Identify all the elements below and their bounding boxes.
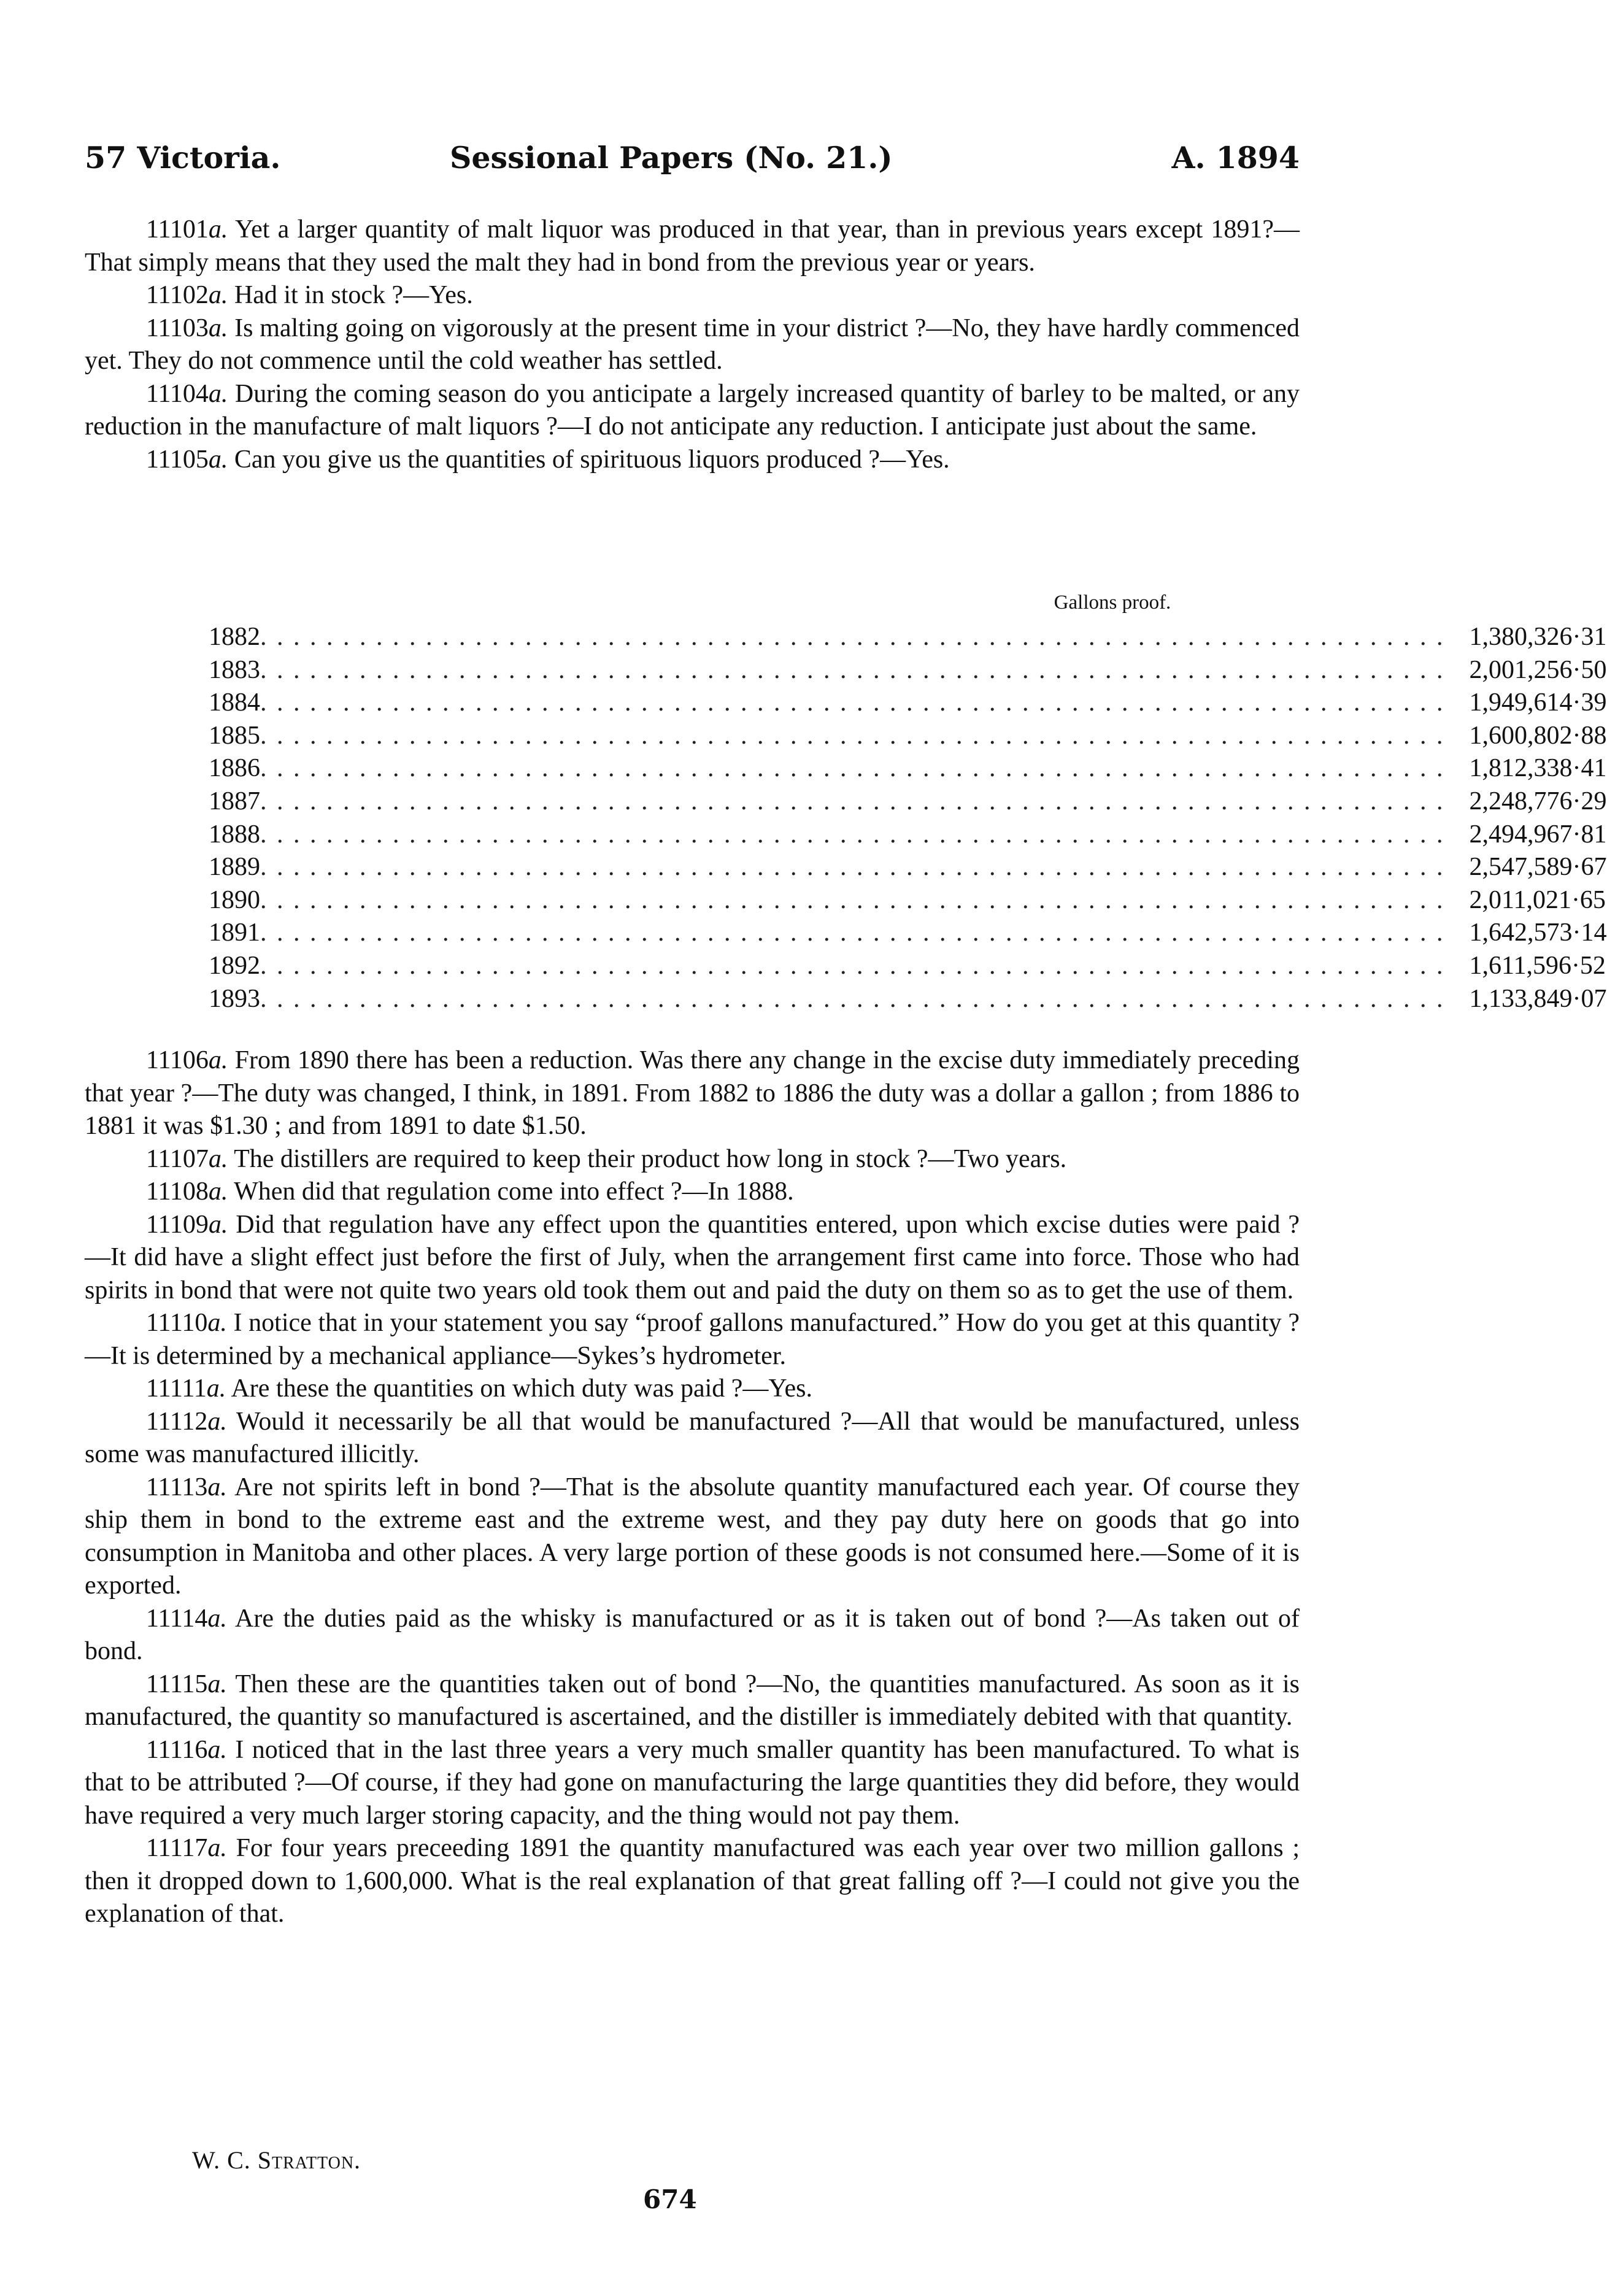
table-row [209, 851, 1607, 884]
leader-dots: . . . . . . . . . . . . . . . . . . . . . . . . . . . . . . . . . . . . . . . . . . . . . . . . . . . . . . . . . . . . . . . . . . . . . . . . [260, 787, 1445, 815]
question-paragraph: 11105a. Can you give us the quantities of spirituous liquors produced ?—Yes. [146, 445, 950, 474]
leader-dots: . . . . . . . . . . . . . . . . . . . . . . . . . . . . . . . . . . . . . . . . . . . . . . . . . . . . . . . . . . . . . . . . . . . . . . . . [260, 951, 1445, 980]
leader-dots: . . . . . . . . . . . . . . . . . . . . . . . . . . . . . . . . . . . . . . . . . . . . . . . . . . . . . . . . . . . . . . . . . . . . . . . . [260, 688, 1445, 717]
question-paragraph: 11113a. Are not spirits left in bond ?—That is the absolute quantity manufactured each year. Of course they ship them in bond to the extreme east and the extreme west, and they pay duty here on goods that go into consumption in Manitoba and other places. A very large portion of these goods is not consumed here.—Some of it is exported. [85, 1473, 1300, 1600]
leader-dots: . . . . . . . . . . . . . . . . . . . . . . . . . . . . . . . . . . . . . . . . . . . . . . . . . . . . . . . . . . . . . . . . . . . . . . . . [260, 919, 1445, 947]
table-row [209, 687, 1607, 720]
row-value: 1,600,802·88 [1469, 721, 1607, 750]
question-paragraph: 11115a. Then these are the quantities taken out of bond ?—No, the quantities manufactured. As soon as it is manufactured, the quantity so manufactured is ascertained, and the distiller is immediately debited with that quantity. [85, 1670, 1300, 1731]
signature-surname: Stratton. [257, 2146, 361, 2174]
page-number: 674 [643, 2184, 697, 2214]
table-row [209, 819, 1607, 852]
question-paragraph: 11110a. I notice that in your statement you say “proof gallons manufactured.” How do you get at this quantity ?—It is determined by a mechanical appliance—Sykes’s hydrometer. [85, 1309, 1300, 1370]
table-row [209, 720, 1607, 753]
row-year: 1890 [209, 885, 260, 914]
row-value: 2,547,589·67 [1469, 853, 1607, 882]
signature-initials: W. C. [192, 2146, 251, 2174]
table-column-header: Gallons proof. [1054, 591, 1171, 614]
header-volume: 57 Victoria. [85, 140, 281, 175]
leader-dots: . . . . . . . . . . . . . . . . . . . . . . . . . . . . . . . . . . . . . . . . . . . . . . . . . . . . . . . . . . . . . . . . . . . . . . . . [260, 885, 1445, 914]
row-value: 2,001,256·50 [1469, 655, 1607, 684]
question-paragraph: 11109a. Did that regulation have any effect upon the quantities entered, upon which excise duties were paid ?—It did have a slight effect just before the first of July, when the arrangement first came into force. Those who had spirits in bond that were not quite two years old took them out and paid the duty on them so as to get the use of them. [85, 1210, 1300, 1304]
table-row [209, 917, 1607, 950]
question-paragraph: 11117a. For four years preceeding 1891 the quantity manufactured was each year over two million gallons ; then it dropped down to 1,600,000. What is the real explanation of that great falling off ?—I could not give you the explanation of that. [85, 1834, 1300, 1928]
row-year: 1892 [209, 951, 260, 980]
row-value: 1,380,326·31 [1469, 623, 1607, 651]
table-row [209, 884, 1606, 917]
table-row [209, 654, 1607, 687]
header-year: A. 1894 [1171, 140, 1300, 175]
leader-dots: . . . . . . . . . . . . . . . . . . . . . . . . . . . . . . . . . . . . . . . . . . . . . . . . . . . . . . . . . . . . . . . . . . . . . . . . [260, 754, 1445, 783]
page [85, 0, 1607, 2296]
row-year: 1888 [209, 820, 260, 849]
row-year: 1891 [209, 919, 260, 947]
leader-dots: . . . . . . . . . . . . . . . . . . . . . . . . . . . . . . . . . . . . . . . . . . . . . . . . . . . . . . . . . . . . . . . . . . . . . . . . [260, 984, 1445, 1013]
row-year: 1893 [209, 984, 260, 1013]
leader-dots: . . . . . . . . . . . . . . . . . . . . . . . . . . . . . . . . . . . . . . . . . . . . . . . . . . . . . . . . . . . . . . . . . . . . . . . . [260, 623, 1445, 651]
question-paragraph: 11101a. Yet a larger quantity of malt liquor was produced in that year, than in previous years except 1891?—That simply means that they used the malt they had in bond from the previous year or years. [85, 215, 1300, 277]
question-paragraph: 11103a. Is malting going on vigorously at the present time in your district ?—No, they have hardly commenced yet. They do not commence until the cold weather has settled. [85, 314, 1300, 375]
question-paragraph: 11107a. The distillers are required to keep their product how long in stock ?—Two years. [146, 1144, 1067, 1173]
question-paragraph: 11106a. From 1890 there has been a reduction. Was there any change in the excise duty immediately preceding that year ?—The duty was changed, I think, in 1891. From 1882 to 1886 the duty was a dollar a gallon ; from 1886 to 1881 it was $1.30 ; and from 1891 to date $1.50. [85, 1046, 1300, 1140]
question-paragraph: 11102a. Had it in stock ?—Yes. [146, 281, 473, 309]
row-year: 1883 [209, 655, 260, 684]
leader-dots: . . . . . . . . . . . . . . . . . . . . . . . . . . . . . . . . . . . . . . . . . . . . . . . . . . . . . . . . . . . . . . . . . . . . . . . . [260, 721, 1445, 750]
question-paragraph: 11111a. Are these the quantities on which duty was paid ?—Yes. [146, 1374, 813, 1403]
row-value: 2,494,967·81 [1469, 820, 1607, 849]
table-row [209, 950, 1606, 983]
question-paragraph: 11116a. I noticed that in the last three years a very much smaller quantity has been manufactured. To what is that to be attributed ?—Of course, if they had gone on manufacturing the large quantities they did before, they would have required a very much larger storing capacity, and the thing would not pay them. [85, 1735, 1300, 1830]
header-title: Sessional Papers (No. 21.) [450, 140, 893, 175]
row-value: 2,248,776·29 [1469, 787, 1607, 815]
row-value: 1,812,338·41 [1469, 754, 1607, 783]
witness-signature [192, 2146, 361, 2175]
qa-block-bottom [85, 1044, 1300, 1931]
row-value: 1,642,573·14 [1469, 919, 1607, 947]
row-year: 1885 [209, 721, 260, 750]
leader-dots: . . . . . . . . . . . . . . . . . . . . . . . . . . . . . . . . . . . . . . . . . . . . . . . . . . . . . . . . . . . . . . . . . . . . . . . . [260, 655, 1445, 684]
row-year: 1884 [209, 688, 260, 717]
table-row [209, 621, 1607, 654]
spirits-production-table [209, 621, 1607, 1015]
leader-dots: . . . . . . . . . . . . . . . . . . . . . . . . . . . . . . . . . . . . . . . . . . . . . . . . . . . . . . . . . . . . . . . . . . . . . . . . [260, 853, 1445, 882]
row-year: 1882 [209, 623, 260, 651]
running-header [85, 140, 1300, 189]
table-row [209, 785, 1607, 819]
row-value: 2,011,021·65 [1469, 885, 1606, 914]
row-value: 1,611,596·52 [1469, 951, 1606, 980]
question-paragraph: 11108a. When did that regulation come into effect ?—In 1888. [146, 1177, 794, 1206]
row-value: 1,949,614·39 [1469, 688, 1607, 717]
question-paragraph: 11114a. Are the duties paid as the whisky is manufactured or as it is taken out of bond ?—As taken out of bond. [85, 1604, 1300, 1665]
row-year: 1889 [209, 853, 260, 882]
row-year: 1886 [209, 754, 260, 783]
row-value: 1,133,849·07 [1469, 984, 1607, 1013]
question-paragraph: 11112a. Would it necessarily be all that would be manufactured ?—All that would be manufactured, unless some was manufactured illicitly. [85, 1407, 1300, 1468]
leader-dots: . . . . . . . . . . . . . . . . . . . . . . . . . . . . . . . . . . . . . . . . . . . . . . . . . . . . . . . . . . . . . . . . . . . . . . . . [260, 820, 1445, 849]
table-row [209, 752, 1607, 785]
table-row [209, 983, 1607, 1016]
qa-block-top [85, 214, 1300, 476]
row-year: 1887 [209, 787, 260, 815]
question-paragraph: 11104a. During the coming season do you anticipate a largely increased quantity of barley to be malted, or any reduction in the manufacture of malt liquors ?—I do not anticipate any reduction. I anticipate just about the same. [85, 379, 1300, 441]
